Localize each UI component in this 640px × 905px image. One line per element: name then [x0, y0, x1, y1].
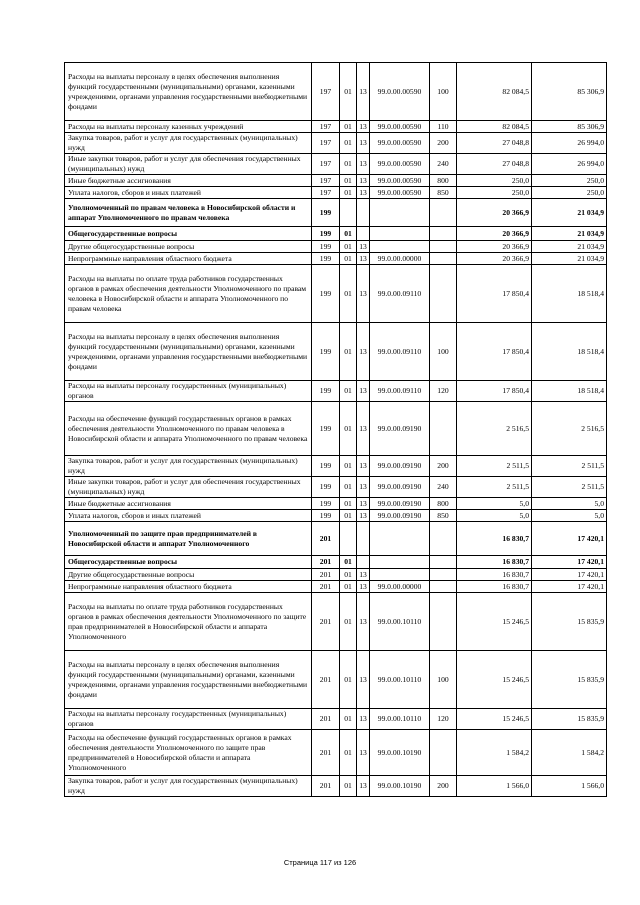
- cell-target-article: 99.0.00.00000: [370, 581, 430, 593]
- cell-amount-year2: 15 835,9: [532, 709, 607, 730]
- cell-subsection: 13: [357, 241, 370, 253]
- cell-target-article: 99.0.00.10190: [370, 730, 430, 776]
- cell-amount-year2: 18 518,4: [532, 381, 607, 402]
- cell-target-article: 99.0.00.09190: [370, 402, 430, 456]
- cell-target-article: 99.0.00.09190: [370, 510, 430, 522]
- cell-target-article: 99.0.00.00590: [370, 63, 430, 121]
- cell-amount-year1: 27 048,8: [457, 133, 532, 154]
- cell-subsection: 13: [357, 253, 370, 265]
- cell-subsection: 13: [357, 730, 370, 776]
- cell-amount-year1: 250,0: [457, 175, 532, 187]
- cell-name: Закупка товаров, работ и услуг для государственных (муниципальных) нужд: [65, 776, 312, 797]
- cell-amount-year2: 5,0: [532, 510, 607, 522]
- cell-section: 01: [340, 187, 357, 199]
- cell-amount-year1: 20 366,9: [457, 227, 532, 241]
- table-row: [65, 730, 607, 776]
- cell-expense-type: [430, 227, 457, 241]
- cell-amount-year1: 16 830,7: [457, 556, 532, 569]
- cell-target-article: 99.0.00.09110: [370, 381, 430, 402]
- cell-amount-year2: 21 034,9: [532, 241, 607, 253]
- cell-ministry-code: 201: [312, 776, 340, 797]
- table-row: [65, 265, 607, 323]
- cell-ministry-code: 199: [312, 227, 340, 241]
- cell-name: Уплата налогов, сборов и иных платежей: [65, 187, 312, 199]
- table-row: [65, 498, 607, 510]
- cell-amount-year2: 17 420,1: [532, 522, 607, 556]
- table-row: [65, 776, 607, 797]
- cell-expense-type: 240: [430, 154, 457, 175]
- table-row: [65, 154, 607, 175]
- cell-target-article: 99.0.00.10110: [370, 709, 430, 730]
- cell-target-article: 99.0.00.09190: [370, 456, 430, 477]
- cell-expense-type: 200: [430, 456, 457, 477]
- cell-section: 01: [340, 154, 357, 175]
- cell-ministry-code: 199: [312, 477, 340, 498]
- cell-amount-year2: 18 518,4: [532, 323, 607, 381]
- cell-name: Другие общегосударственные вопросы: [65, 241, 312, 253]
- cell-amount-year2: 17 420,1: [532, 569, 607, 581]
- cell-name: Другие общегосударственные вопросы: [65, 569, 312, 581]
- cell-target-article: 99.0.00.00590: [370, 154, 430, 175]
- cell-subsection: 13: [357, 569, 370, 581]
- cell-ministry-code: 201: [312, 569, 340, 581]
- cell-amount-year2: 1 584,2: [532, 730, 607, 776]
- cell-expense-type: 850: [430, 187, 457, 199]
- cell-ministry-code: 197: [312, 187, 340, 199]
- cell-section: 01: [340, 121, 357, 133]
- cell-ministry-code: 201: [312, 709, 340, 730]
- cell-amount-year1: 15 246,5: [457, 709, 532, 730]
- cell-section: 01: [340, 133, 357, 154]
- table-row: [65, 402, 607, 456]
- cell-section: 01: [340, 381, 357, 402]
- cell-ministry-code: 201: [312, 730, 340, 776]
- cell-section: 01: [340, 651, 357, 709]
- cell-subsection: [357, 556, 370, 569]
- cell-subsection: 13: [357, 477, 370, 498]
- cell-section: 01: [340, 227, 357, 241]
- cell-subsection: 13: [357, 510, 370, 522]
- cell-name: Расходы на выплаты по оплате труда работников государственных органов в рамках обеспечения деятельности Уполномоченного по защите прав предпринимателей в Новосибирской области и аппарата Уполномоченного: [65, 593, 312, 651]
- table-row: [65, 175, 607, 187]
- cell-amount-year1: 20 366,9: [457, 253, 532, 265]
- cell-ministry-code: 199: [312, 265, 340, 323]
- cell-subsection: 13: [357, 402, 370, 456]
- cell-subsection: 13: [357, 709, 370, 730]
- cell-subsection: 13: [357, 776, 370, 797]
- cell-target-article: [370, 241, 430, 253]
- cell-expense-type: 100: [430, 651, 457, 709]
- cell-subsection: 13: [357, 63, 370, 121]
- cell-ministry-code: 197: [312, 133, 340, 154]
- cell-name: Расходы на выплаты персоналу в целях обеспечения выполнения функций государственными (муниципальными) органами, казенными учреждениями, органами управления государственными внебюджетными фондами: [65, 323, 312, 381]
- cell-name: Уполномоченный по защите прав предпринимателей в Новосибирской области и аппарат Уполномоченного: [65, 522, 312, 556]
- cell-name: Расходы на выплаты персоналу в целях обеспечения выполнения функций государственными (муниципальными) органами, казенными учреждениями, органами управления государственными внебюджетными фондами: [65, 651, 312, 709]
- cell-expense-type: [430, 522, 457, 556]
- cell-expense-type: [430, 402, 457, 456]
- cell-name: Иные закупки товаров, работ и услуг для обеспечения государственных (муниципальных) нужд: [65, 154, 312, 175]
- cell-target-article: 99.0.00.00590: [370, 187, 430, 199]
- cell-section: 01: [340, 323, 357, 381]
- cell-section: [340, 522, 357, 556]
- cell-section: 01: [340, 581, 357, 593]
- cell-amount-year2: 5,0: [532, 498, 607, 510]
- cell-name: Общегосударственные вопросы: [65, 227, 312, 241]
- cell-expense-type: 800: [430, 498, 457, 510]
- cell-amount-year1: 16 830,7: [457, 569, 532, 581]
- cell-expense-type: [430, 265, 457, 323]
- cell-subsection: 13: [357, 381, 370, 402]
- cell-section: 01: [340, 593, 357, 651]
- cell-name: Расходы на выплаты по оплате труда работников государственных органов в рамках обеспечения деятельности Уполномоченного по правам человека в Новосибирской области и аппарата Уполномоченного по правам человека: [65, 265, 312, 323]
- table-row: [65, 241, 607, 253]
- cell-target-article: [370, 199, 430, 227]
- cell-name: Закупка товаров, работ и услуг для государственных (муниципальных) нужд: [65, 456, 312, 477]
- cell-subsection: 13: [357, 175, 370, 187]
- cell-expense-type: [430, 199, 457, 227]
- cell-amount-year2: 26 994,0: [532, 154, 607, 175]
- budget-table-body: [65, 63, 607, 797]
- cell-target-article: 99.0.00.09190: [370, 477, 430, 498]
- table-row: [65, 456, 607, 477]
- cell-subsection: [357, 227, 370, 241]
- cell-subsection: 13: [357, 581, 370, 593]
- cell-ministry-code: 201: [312, 651, 340, 709]
- cell-target-article: 99.0.00.00590: [370, 133, 430, 154]
- table-row: [65, 323, 607, 381]
- cell-amount-year1: 16 830,7: [457, 581, 532, 593]
- cell-amount-year2: 250,0: [532, 175, 607, 187]
- cell-expense-type: [430, 253, 457, 265]
- cell-amount-year2: 21 034,9: [532, 227, 607, 241]
- cell-ministry-code: 201: [312, 581, 340, 593]
- table-row: [65, 253, 607, 265]
- cell-subsection: [357, 522, 370, 556]
- table-row: [65, 187, 607, 199]
- cell-target-article: 99.0.00.10110: [370, 651, 430, 709]
- cell-name: Расходы на выплаты персоналу в целях обеспечения выполнения функций государственными (муниципальными) органами, казенными учреждениями, органами управления государственными внебюджетными фондами: [65, 63, 312, 121]
- cell-name: Общегосударственные вопросы: [65, 556, 312, 569]
- cell-target-article: 99.0.00.00590: [370, 175, 430, 187]
- cell-target-article: 99.0.00.09110: [370, 265, 430, 323]
- cell-ministry-code: 199: [312, 456, 340, 477]
- cell-expense-type: [430, 593, 457, 651]
- cell-ministry-code: 199: [312, 402, 340, 456]
- cell-ministry-code: 199: [312, 381, 340, 402]
- table-row: [65, 477, 607, 498]
- cell-amount-year1: 2 511,5: [457, 456, 532, 477]
- cell-section: 01: [340, 477, 357, 498]
- cell-amount-year1: 5,0: [457, 498, 532, 510]
- cell-target-article: 99.0.00.00590: [370, 121, 430, 133]
- cell-target-article: 99.0.00.09110: [370, 323, 430, 381]
- cell-amount-year2: 2 511,5: [532, 456, 607, 477]
- cell-amount-year1: 1 566,0: [457, 776, 532, 797]
- cell-amount-year2: 15 835,9: [532, 593, 607, 651]
- cell-name: Уполномоченный по правам человека в Новосибирской области и аппарат Уполномоченного по правам человека: [65, 199, 312, 227]
- cell-amount-year2: 250,0: [532, 187, 607, 199]
- table-row: [65, 581, 607, 593]
- table-row: [65, 569, 607, 581]
- cell-amount-year1: 2 516,5: [457, 402, 532, 456]
- budget-table: [64, 62, 607, 797]
- cell-ministry-code: 199: [312, 253, 340, 265]
- cell-amount-year1: 17 850,4: [457, 381, 532, 402]
- cell-amount-year1: 82 084,5: [457, 121, 532, 133]
- cell-subsection: 13: [357, 456, 370, 477]
- cell-expense-type: 110: [430, 121, 457, 133]
- cell-section: 01: [340, 730, 357, 776]
- cell-amount-year2: 18 518,4: [532, 265, 607, 323]
- cell-subsection: 13: [357, 498, 370, 510]
- table-row: [65, 593, 607, 651]
- cell-section: 01: [340, 265, 357, 323]
- cell-expense-type: 240: [430, 477, 457, 498]
- cell-name: Расходы на выплаты персоналу государственных (муниципальных) органов: [65, 709, 312, 730]
- table-row: [65, 133, 607, 154]
- cell-name: Расходы на обеспечение функций государственных органов в рамках обеспечения деятельности Уполномоченного по защите прав предпринимателей в Новосибирской области и аппарата Уполномоченного: [65, 730, 312, 776]
- cell-target-article: [370, 569, 430, 581]
- cell-expense-type: 100: [430, 63, 457, 121]
- cell-name: Иные закупки товаров, работ и услуг для обеспечения государственных (муниципальных) нужд: [65, 477, 312, 498]
- cell-amount-year2: 26 994,0: [532, 133, 607, 154]
- cell-section: 01: [340, 498, 357, 510]
- cell-name: Расходы на выплаты персоналу казенных учреждений: [65, 121, 312, 133]
- cell-expense-type: 120: [430, 709, 457, 730]
- cell-amount-year2: 17 420,1: [532, 581, 607, 593]
- cell-section: 01: [340, 253, 357, 265]
- cell-amount-year1: 5,0: [457, 510, 532, 522]
- cell-target-article: [370, 556, 430, 569]
- cell-ministry-code: 199: [312, 241, 340, 253]
- cell-subsection: 13: [357, 265, 370, 323]
- table-row: [65, 709, 607, 730]
- cell-ministry-code: 199: [312, 498, 340, 510]
- cell-target-article: 99.0.00.00000: [370, 253, 430, 265]
- cell-ministry-code: 199: [312, 510, 340, 522]
- cell-amount-year1: 20 366,9: [457, 199, 532, 227]
- cell-name: Закупка товаров, работ и услуг для государственных (муниципальных) нужд: [65, 133, 312, 154]
- cell-subsection: 13: [357, 187, 370, 199]
- cell-name: Непрограммные направления областного бюджета: [65, 581, 312, 593]
- cell-expense-type: [430, 730, 457, 776]
- cell-ministry-code: 197: [312, 121, 340, 133]
- cell-expense-type: [430, 241, 457, 253]
- cell-name: Иные бюджетные ассигнования: [65, 175, 312, 187]
- cell-name: Непрограммные направления областного бюджета: [65, 253, 312, 265]
- cell-amount-year1: 1 584,2: [457, 730, 532, 776]
- cell-target-article: [370, 227, 430, 241]
- cell-name: Расходы на выплаты персоналу государственных (муниципальных) органов: [65, 381, 312, 402]
- cell-subsection: 13: [357, 121, 370, 133]
- cell-amount-year2: 1 566,0: [532, 776, 607, 797]
- cell-section: 01: [340, 776, 357, 797]
- cell-target-article: 99.0.00.10190: [370, 776, 430, 797]
- cell-subsection: 13: [357, 651, 370, 709]
- cell-expense-type: [430, 556, 457, 569]
- cell-expense-type: 200: [430, 133, 457, 154]
- cell-amount-year1: 250,0: [457, 187, 532, 199]
- cell-ministry-code: 199: [312, 323, 340, 381]
- page-number: Страница 117 из 126: [283, 858, 357, 867]
- budget-table-container: [64, 62, 606, 797]
- cell-section: 01: [340, 569, 357, 581]
- cell-subsection: [357, 199, 370, 227]
- cell-section: 01: [340, 402, 357, 456]
- cell-expense-type: 850: [430, 510, 457, 522]
- table-row: [65, 199, 607, 227]
- cell-amount-year1: 17 850,4: [457, 265, 532, 323]
- cell-expense-type: [430, 569, 457, 581]
- cell-name: Уплата налогов, сборов и иных платежей: [65, 510, 312, 522]
- cell-section: 01: [340, 175, 357, 187]
- cell-ministry-code: 197: [312, 154, 340, 175]
- cell-target-article: 99.0.00.09190: [370, 498, 430, 510]
- table-row: [65, 510, 607, 522]
- cell-amount-year2: 2 511,5: [532, 477, 607, 498]
- cell-ministry-code: 201: [312, 593, 340, 651]
- cell-name: Расходы на обеспечение функций государственных органов в рамках обеспечения деятельности Уполномоченного по правам человека в Новосибирской области и аппарата Уполномоченного по правам человека: [65, 402, 312, 456]
- cell-amount-year2: 85 306,9: [532, 121, 607, 133]
- table-row: [65, 381, 607, 402]
- table-row: [65, 121, 607, 133]
- cell-section: 01: [340, 709, 357, 730]
- cell-section: 01: [340, 510, 357, 522]
- cell-subsection: 13: [357, 323, 370, 381]
- cell-amount-year2: 17 420,1: [532, 556, 607, 569]
- cell-amount-year2: 2 516,5: [532, 402, 607, 456]
- cell-expense-type: 200: [430, 776, 457, 797]
- cell-amount-year2: 15 835,9: [532, 651, 607, 709]
- cell-subsection: 13: [357, 593, 370, 651]
- cell-subsection: 13: [357, 154, 370, 175]
- table-row: [65, 522, 607, 556]
- cell-ministry-code: 197: [312, 63, 340, 121]
- cell-section: [340, 199, 357, 227]
- cell-ministry-code: 199: [312, 199, 340, 227]
- cell-expense-type: 100: [430, 323, 457, 381]
- cell-ministry-code: 197: [312, 175, 340, 187]
- cell-amount-year1: 82 084,5: [457, 63, 532, 121]
- cell-amount-year1: 16 830,7: [457, 522, 532, 556]
- cell-amount-year1: 15 246,5: [457, 651, 532, 709]
- cell-ministry-code: 201: [312, 556, 340, 569]
- cell-section: 01: [340, 63, 357, 121]
- table-row: [65, 556, 607, 569]
- cell-section: 01: [340, 556, 357, 569]
- cell-amount-year1: 15 246,5: [457, 593, 532, 651]
- cell-expense-type: [430, 581, 457, 593]
- cell-section: 01: [340, 241, 357, 253]
- cell-amount-year1: 17 850,4: [457, 323, 532, 381]
- cell-section: 01: [340, 456, 357, 477]
- table-row: [65, 63, 607, 121]
- cell-subsection: 13: [357, 133, 370, 154]
- cell-amount-year1: 27 048,8: [457, 154, 532, 175]
- cell-expense-type: 120: [430, 381, 457, 402]
- table-row: [65, 651, 607, 709]
- cell-amount-year2: 21 034,9: [532, 199, 607, 227]
- cell-expense-type: 800: [430, 175, 457, 187]
- cell-name: Иные бюджетные ассигнования: [65, 498, 312, 510]
- cell-amount-year1: 20 366,9: [457, 241, 532, 253]
- cell-ministry-code: 201: [312, 522, 340, 556]
- cell-amount-year1: 2 511,5: [457, 477, 532, 498]
- cell-target-article: [370, 522, 430, 556]
- table-row: [65, 227, 607, 241]
- cell-amount-year2: 85 306,9: [532, 63, 607, 121]
- cell-amount-year2: 21 034,9: [532, 253, 607, 265]
- cell-target-article: 99.0.00.10110: [370, 593, 430, 651]
